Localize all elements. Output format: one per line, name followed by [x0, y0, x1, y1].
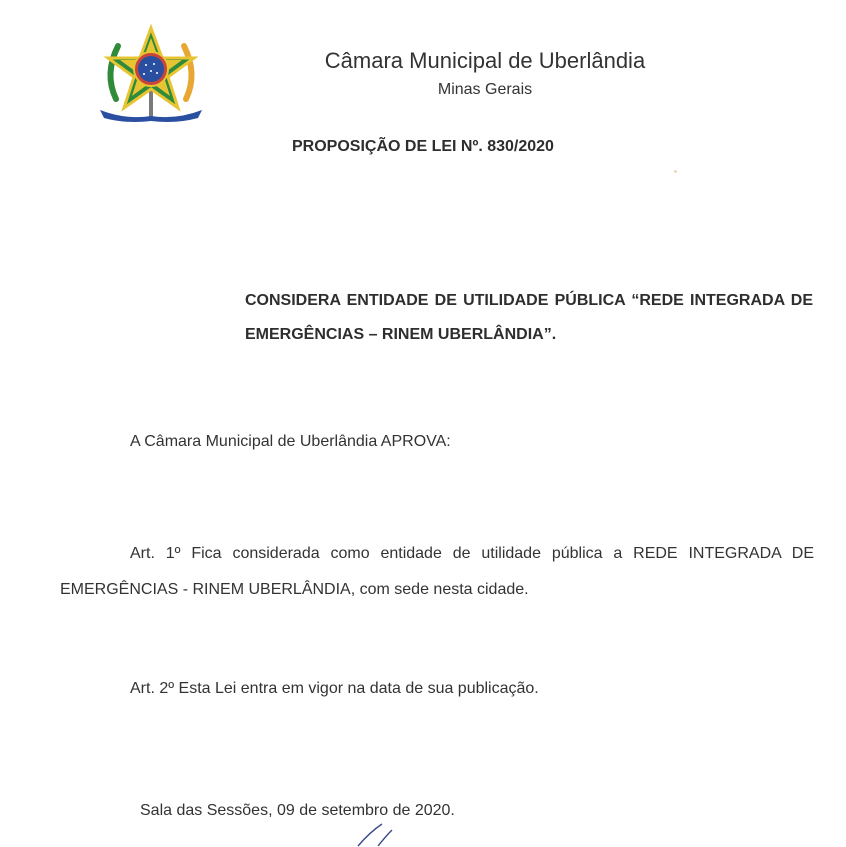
chamber-name: Câmara Municipal de Uberlândia [324, 48, 646, 73]
proposition-title: PROPOSIÇÃO DE LEI Nº. 830/2020 [292, 138, 554, 155]
approval-clause: A Câmara Municipal de Uberlândia APROVA: [130, 433, 451, 450]
ementa: CONSIDERA ENTIDADE DE UTILIDADE PÚBLICA “REDE INTEGRADA DE EMERGÊNCIAS – RINEM UBERLÂNDIA”. [245, 292, 813, 343]
article-1: Art. 1º Fica considerada como entidade de utilidade pública a REDE INTEGRADA DE EMERGÊNCIAS - RINEM UBERLÂNDIA, com sede nesta cidade. [60, 545, 814, 598]
session-date: Sala das Sessões, 09 de setembro de 2020. [140, 802, 455, 819]
brazil-coat-of-arms-icon [96, 24, 206, 124]
paper-speck [674, 170, 677, 173]
signature-stroke [356, 822, 416, 847]
article-2: Art. 2º Esta Lei entra em vigor na data de sua publicação. [130, 680, 539, 697]
state-name: Minas Gerais [437, 81, 533, 98]
